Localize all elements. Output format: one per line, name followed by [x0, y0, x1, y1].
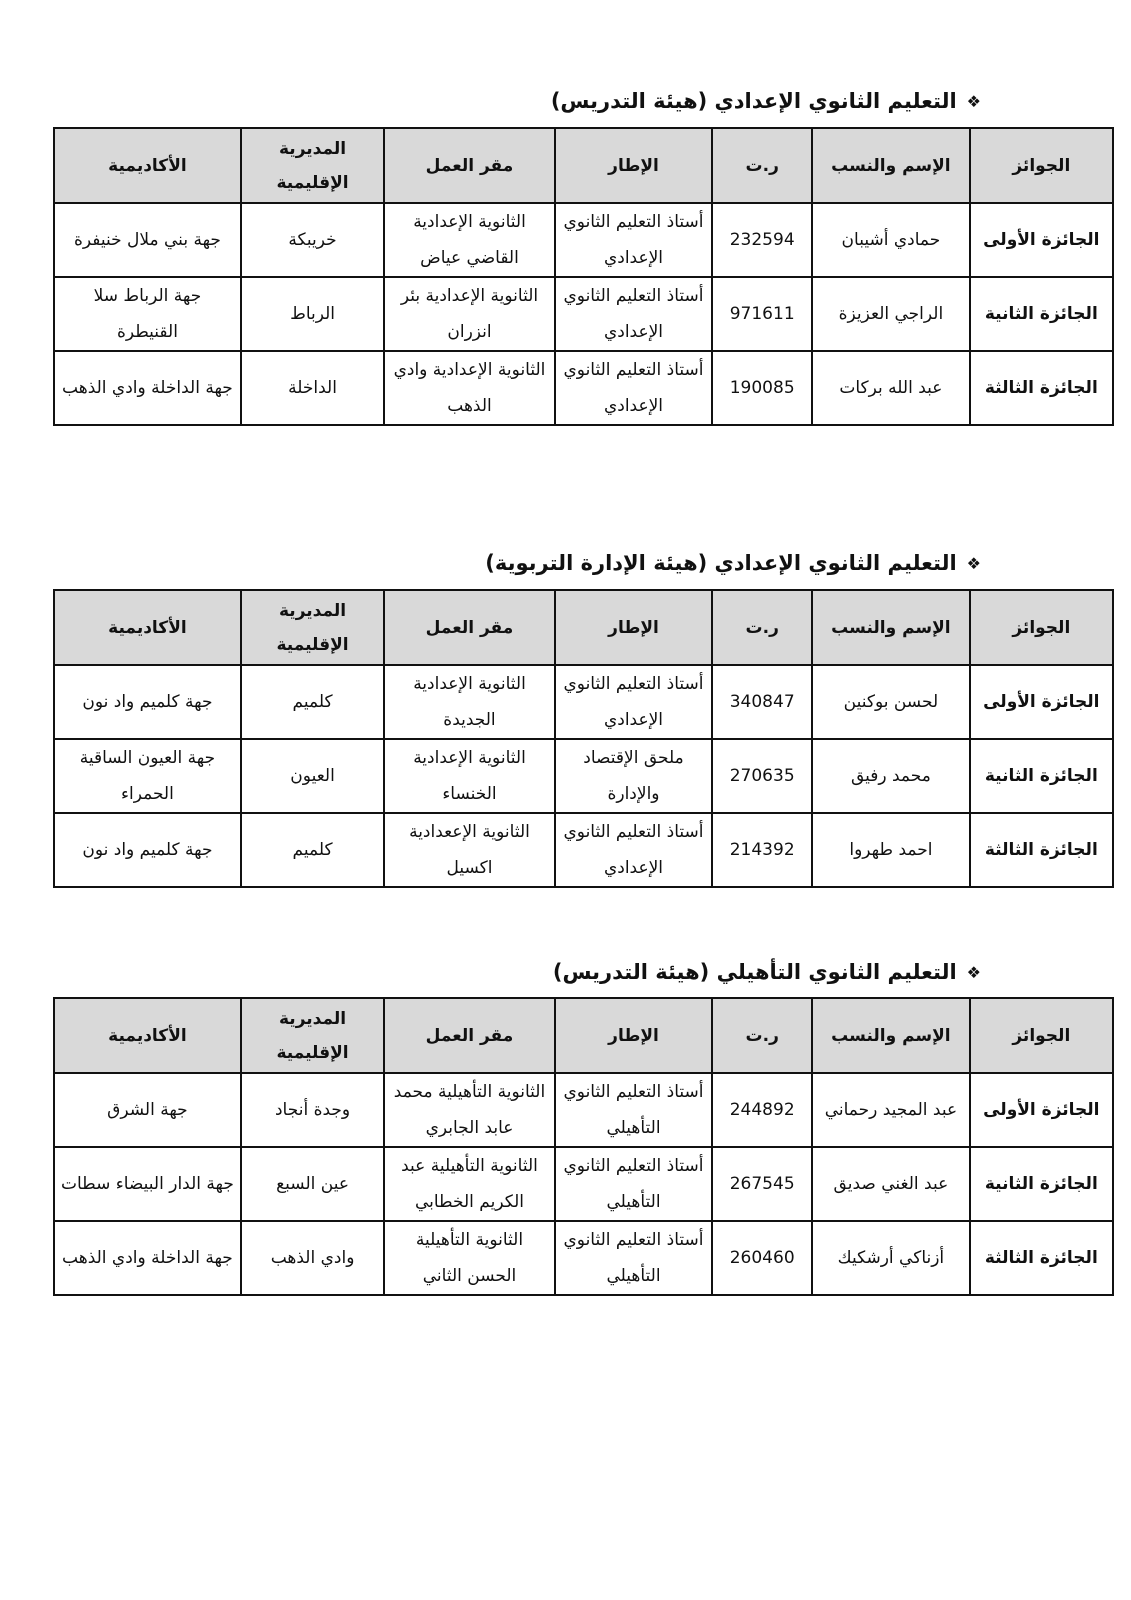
- cadre-cell: أستاذ التعليم الثانوي الإعدادي: [555, 203, 712, 277]
- table-row: [54, 1073, 1113, 1147]
- header-cadre: الإطار: [555, 590, 712, 665]
- id-cell: 244892: [712, 1073, 812, 1147]
- directorate-cell: كلميم: [241, 665, 384, 739]
- table-row: [54, 1147, 1113, 1221]
- academy-cell: جهة بني ملال خنيفرة: [54, 203, 241, 277]
- header-workplace: مقر العمل: [384, 998, 555, 1073]
- workplace-cell: الثانوية التأهيلية الحسن الثاني: [384, 1221, 555, 1295]
- prize-cell: الجائزة الثانية: [970, 1147, 1113, 1221]
- prize-cell: الجائزة الثالثة: [970, 351, 1113, 425]
- prize-cell: الجائزة الثانية: [970, 277, 1113, 351]
- academy-cell: جهة العيون الساقية الحمراء: [54, 739, 241, 813]
- header-name: الإسم والنسب: [812, 128, 969, 203]
- name-cell: الراجي العزيزة: [812, 277, 969, 351]
- header-prize: الجوائز: [970, 590, 1113, 665]
- header-workplace: مقر العمل: [384, 590, 555, 665]
- section-heading: [485, 546, 981, 580]
- name-cell: احمد طهروا: [812, 813, 969, 887]
- table-header-row: [54, 128, 1113, 203]
- section-heading: [551, 84, 981, 118]
- name-cell: محمد رفيق: [812, 739, 969, 813]
- header-prize: الجوائز: [970, 128, 1113, 203]
- academy-cell: جهة الشرق: [54, 1073, 241, 1147]
- workplace-cell: الثانوية الإعدادية الخنساء: [384, 739, 555, 813]
- prize-cell: الجائزة الأولى: [970, 1073, 1113, 1147]
- table-header-row: [54, 998, 1113, 1073]
- section-title: التعليم الثانوي الإعدادي (هيئة الإدارة التربوية): [485, 551, 957, 575]
- header-id: ر.ت: [712, 998, 812, 1073]
- id-cell: 340847: [712, 665, 812, 739]
- directorate-cell: الرباط: [241, 277, 384, 351]
- directorate-cell: الداخلة: [241, 351, 384, 425]
- id-cell: 270635: [712, 739, 812, 813]
- prize-cell: الجائزة الثانية: [970, 739, 1113, 813]
- name-cell: أزناكي أرشكيك: [812, 1221, 969, 1295]
- prize-cell: الجائزة الأولى: [970, 203, 1113, 277]
- diamond-bullet-icon: ❖: [966, 91, 981, 111]
- workplace-cell: الثانوية التأهيلية عبد الكريم الخطابي: [384, 1147, 555, 1221]
- cadre-cell: أستاذ التعليم الثانوي الإعدادي: [555, 277, 712, 351]
- section-title: التعليم الثانوي الإعدادي (هيئة التدريس): [550, 89, 957, 113]
- awards-table: [53, 589, 1114, 888]
- header-id: ر.ت: [712, 128, 812, 203]
- table-row: [54, 813, 1113, 887]
- cadre-cell: أستاذ التعليم الثانوي التأهيلي: [555, 1147, 712, 1221]
- workplace-cell: الثانوية الإعدادية بئر انزران: [384, 277, 555, 351]
- section-title: التعليم الثانوي التأهيلي (هيئة التدريس): [552, 960, 957, 984]
- header-academy: الأكاديمية: [54, 998, 241, 1073]
- cadre-cell: أستاذ التعليم الثانوي الإعدادي: [555, 813, 712, 887]
- cadre-cell: أستاذ التعليم الثانوي الإعدادي: [555, 665, 712, 739]
- directorate-cell: وجدة أنجاد: [241, 1073, 384, 1147]
- workplace-cell: الثانوية التأهيلية محمد عابد الجابري: [384, 1073, 555, 1147]
- prize-cell: الجائزة الثالثة: [970, 1221, 1113, 1295]
- academy-cell: جهة كلميم واد نون: [54, 813, 241, 887]
- header-id: ر.ت: [712, 590, 812, 665]
- id-cell: 232594: [712, 203, 812, 277]
- header-academy: الأكاديمية: [54, 590, 241, 665]
- workplace-cell: الثانوية الإعدادية القاضي عياض: [384, 203, 555, 277]
- awards-table: [53, 997, 1114, 1296]
- id-cell: 971611: [712, 277, 812, 351]
- directorate-cell: عين السبع: [241, 1147, 384, 1221]
- table-header-row: [54, 590, 1113, 665]
- header-directorate: المديرية الإقليمية: [241, 998, 384, 1073]
- table-row: [54, 1221, 1113, 1295]
- directorate-cell: خريبكة: [241, 203, 384, 277]
- academy-cell: جهة الداخلة وادي الذهب: [54, 1221, 241, 1295]
- id-cell: 214392: [712, 813, 812, 887]
- diamond-bullet-icon: ❖: [966, 962, 981, 982]
- academy-cell: جهة كلميم واد نون: [54, 665, 241, 739]
- header-name: الإسم والنسب: [812, 998, 969, 1073]
- header-name: الإسم والنسب: [812, 590, 969, 665]
- directorate-cell: كلميم: [241, 813, 384, 887]
- workplace-cell: الثانوية الإعدادية وادي الذهب: [384, 351, 555, 425]
- prize-cell: الجائزة الأولى: [970, 665, 1113, 739]
- cadre-cell: ملحق الإقتصاد والإدارة: [555, 739, 712, 813]
- id-cell: 267545: [712, 1147, 812, 1221]
- header-directorate: المديرية الإقليمية: [241, 128, 384, 203]
- header-directorate: المديرية الإقليمية: [241, 590, 384, 665]
- awards-table: [53, 127, 1114, 426]
- cadre-cell: أستاذ التعليم الثانوي الإعدادي: [555, 351, 712, 425]
- cadre-cell: أستاذ التعليم الثانوي التأهيلي: [555, 1073, 712, 1147]
- id-cell: 190085: [712, 351, 812, 425]
- name-cell: عبد المجيد رحماني: [812, 1073, 969, 1147]
- header-workplace: مقر العمل: [384, 128, 555, 203]
- id-cell: 260460: [712, 1221, 812, 1295]
- diamond-bullet-icon: ❖: [966, 553, 981, 573]
- table-row: [54, 277, 1113, 351]
- header-academy: الأكاديمية: [54, 128, 241, 203]
- header-prize: الجوائز: [970, 998, 1113, 1073]
- name-cell: عبد الغني صديق: [812, 1147, 969, 1221]
- academy-cell: جهة الداخلة وادي الذهب: [54, 351, 241, 425]
- table-row: [54, 665, 1113, 739]
- table-row: [54, 351, 1113, 425]
- name-cell: حمادي أشيبان: [812, 203, 969, 277]
- header-cadre: الإطار: [555, 128, 712, 203]
- directorate-cell: العيون: [241, 739, 384, 813]
- academy-cell: جهة الدار البيضاء سطات: [54, 1147, 241, 1221]
- table-row: [54, 739, 1113, 813]
- cadre-cell: أستاذ التعليم الثانوي التأهيلي: [555, 1221, 712, 1295]
- table-row: [54, 203, 1113, 277]
- directorate-cell: وادي الذهب: [241, 1221, 384, 1295]
- workplace-cell: الثانوية الإععدادية اكسيل: [384, 813, 555, 887]
- academy-cell: جهة الرباط سلا القنيطرة: [54, 277, 241, 351]
- name-cell: لحسن بوكنين: [812, 665, 969, 739]
- name-cell: عبد الله بركات: [812, 351, 969, 425]
- header-cadre: الإطار: [555, 998, 712, 1073]
- section-heading: [553, 955, 981, 989]
- prize-cell: الجائزة الثالثة: [970, 813, 1113, 887]
- workplace-cell: الثانوية الإعدادية الجديدة: [384, 665, 555, 739]
